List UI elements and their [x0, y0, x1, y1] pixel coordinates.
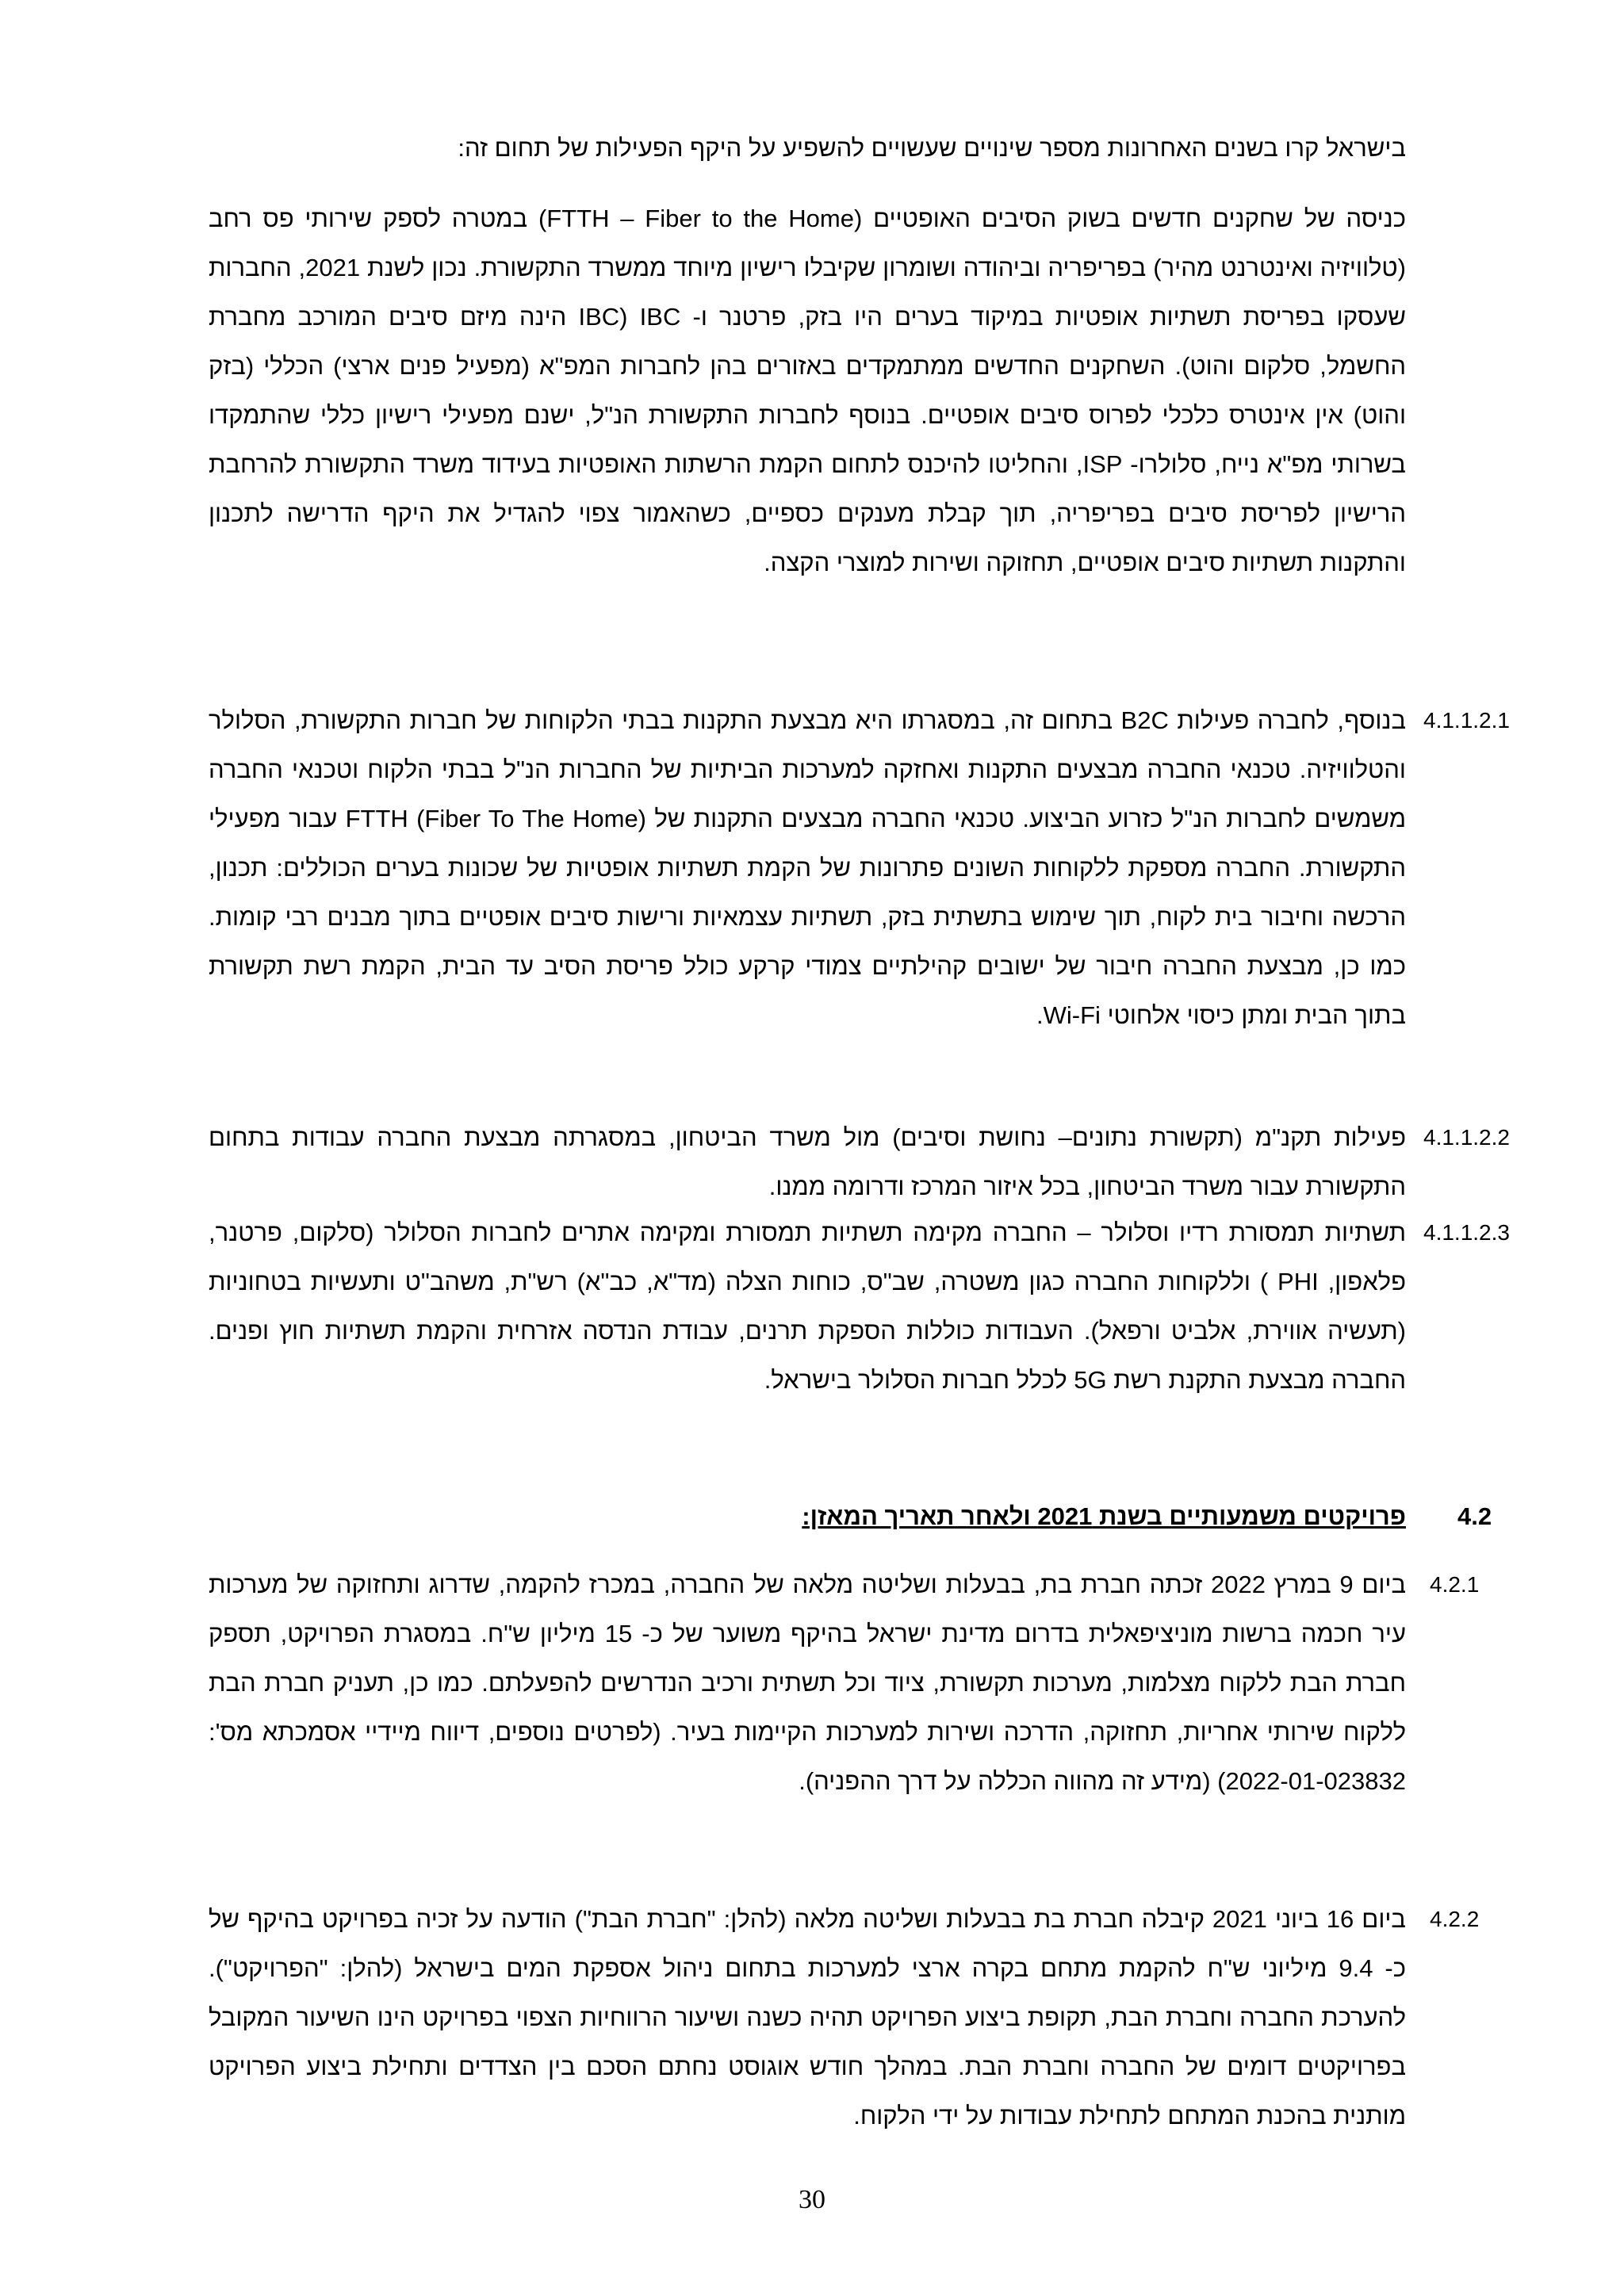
subsection-4-1-1-2-2 [209, 1113, 1510, 1211]
project-number: 4.2.2 [1430, 1907, 1480, 1931]
project-text: ביום 16 ביוני 2021 קיבלה חברת בת בבעלות ושליטה מלאה (להלן: "חברת הבת") הודעה על זכיה בפרויקט בהיקף של כ- 9.4 מיליוני ש"ח להקמת מתחם בקרה ארצי למערכות בתחום ניהול אספקת המים בישראל (להלן: "הפרויקט"). להערכת החברה וחברת הבת, תקופת ביצוע הפרויקט תהיה כשנה ושיעור הרווחיות הצפוי בפרויקט הינו השיעור המקובל בפרויקטים דומים של החברה וחברת הבת. במהלך חודש אוגוסט נחתם הסכם בין הצדדים ותחילת ביצוע הפרויקט מותנית בהכנת המתחם לתחילת עבודות על ידי הלקוח. [209, 1905, 1406, 2130]
project-4-2-1 [209, 1560, 1480, 1806]
subsection-text: תשתיות תמסורת רדיו וסלולר – החברה מקימה תשתיות תמסורת ומקימה אתרים לחברות הסלולר (סלקום, פרטנר, פלאפון, PHI ) וללקוחות החברה כגון משטרה, שב"ס, כוחות הצלה (מד"א, כב"א) רש"ת, משהב"ט ותעשיות בטחוניות (תעשיה אווירת, אלביט ורפאל). העבודות כוללות הספקת תרנים, עבודת הנדסה אזרחית והקמת תשתיות חוץ ופנים. החברה מבצעת התקנת רשת 5G לכלל חברות הסלולר בישראל. [209, 1219, 1406, 1394]
subsection-number: 4.1.1.2.2 [1423, 1125, 1510, 1150]
intro-paragraph: כניסה של שחקנים חדשים בשוק הסיבים האופטיים (FTTH – Fiber to the Home) במטרה לספק שירותי פס רחב (טלוויזיה ואינטרנט מהיר) בפריפריה וביהודה ושומרון שקיבלו רישיון מיוחד ממשרד התקשורת. נכון לשנת 2021, החברות שעסקו בפריסת תשתיות אופטיות במיקוד בערים היו בזק, פרטנר ו- IBC (IBC הינה מיזם סיבים המורכב מחברת החשמל, סלקום והוט). השחקנים החדשים ממתמקדים באזורים בהן לחברות המפ"א (מפעיל פנים ארצי) הכללי (בזק והוט) אין אינטרס כלכלי לפרוס סיבים אופטיים. בנוסף לחברות התקשורת הנ"ל, ישנם מפעילי רישיון כללי שהתמקדו בשרותי מפ"א נייח, סלולרו- ISP, והחליטו להיכנס לתחום הקמת הרשתות האופטיות בעידוד משרד התקשורת להרחבת הרישיון לפריסת סיבים בפריפריה, תוך קבלת מענקים כספיים, כשהאמור צפוי להגדיל את היקף הדרישה לתכנון והתקנות תשתיות סיבים אופטיים, תחזוקה ושירות למוצרי הקצה. [209, 205, 1406, 576]
page-number: 30 [799, 2185, 825, 2214]
project-text: ביום 9 במרץ 2022 זכתה חברת בת, בבעלות ושליטה מלאה של החברה, במכרז להקמה, שדרוג ותחזוקה של מערכות עיר חכמה ברשות מוניציפאלית בדרום מדינת ישראל בהיקף משוער של כ- 15 מיליון ש"ח. במסגרת הפרויקט, תספק חברת הבת ללקוח מצלמות, מערכות תקשורת, ציוד וכל תשתית ורכיב הנדרשים להפעלתם. כמו כן, תעניק חברת הבת ללקוח שירותי אחריות, תחזוקה, הדרכה ושירות למערכות הקיימות בעיר. (לפרטים נוספים, דיווח מיידיי אסמכתא מס': 2022-01-023832) (מידע זה מהווה הכללה על דרך ההפניה). [209, 1571, 1406, 1795]
subsection-4-1-1-2-3 [209, 1208, 1510, 1405]
subsection-number: 4.1.1.2.3 [1423, 1220, 1510, 1245]
subsection-text: פעילות תקנ"מ (תקשורת נתונים– נחושת וסיבים) מול משרד הביטחון, במסגרתה מבצעת החברה עבודות בתחום התקשורת עבור משרד הביטחון, בכל איזור המרכז ודרומה ממנו. [209, 1123, 1406, 1200]
subsection-text: בנוסף, לחברה פעילות B2C בתחום זה, במסגרתו היא מבצעת התקנות בבתי הלקוחות של חברות התקשורת, הסלולר והטלוויזיה. טכנאי החברה מבצעים התקנות ואחזקה למערכות הביתיות של החברות הנ"ל בבתי הלקוח וטכנאי החברה משמשים לחברות הנ"ל כזרוע הביצוע. טכנאי החברה מבצעים התקנות של FTTH (Fiber To The Home) עבור מפעילי התקשורת. החברה מספקת ללקוחות השונים פתרונות של הקמת תשתיות אופטיות של שכונות בערים הכוללים: תכנון, הרכשה וחיבור בית לקוח, תוך שימוש בתשתית בזק, תשתיות עצמאיות ורישות סיבים אופטיים בתוך מבנים רבי קומות. כמו כן, מבצעת החברה חיבור של ישובים קהילתיים צמודי קרקע כולל פריסת הסיב עד הבית, הקמת רשת תקשורת בתוך הבית ומתן כיסוי אלחוטי Wi-Fi. [209, 706, 1406, 1029]
project-number: 4.2.1 [1430, 1572, 1480, 1597]
section-number: 4.2 [1457, 1502, 1492, 1530]
subsection-4-1-1-2-1 [209, 696, 1510, 1040]
section-title: פרויקטים משמעותיים בשנת 2021 ולאחר תאריך המאזן: [802, 1502, 1406, 1530]
subsection-number: 4.1.1.2.1 [1423, 708, 1510, 733]
project-4-2-2 [209, 1895, 1480, 2141]
intro-lead: בישראל קרו בשנים האחרונות מספר שינויים שעשויים להשפיע על היקף הפעילות של תחום זה: [458, 134, 1406, 162]
